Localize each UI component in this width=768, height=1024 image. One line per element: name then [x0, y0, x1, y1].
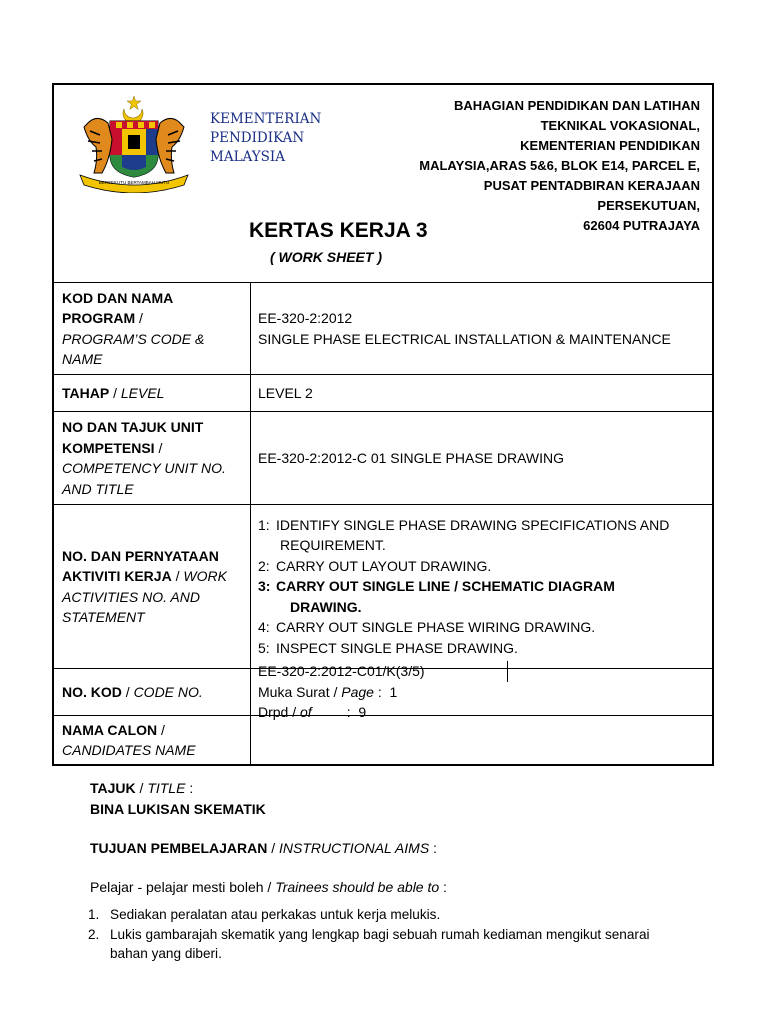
crest-ribbon-text: BERSEKUTU BERTAMBAH MUTU [98, 180, 170, 185]
activities-list [251, 505, 712, 668]
label-text: CODE NO. [133, 683, 203, 700]
label-text: NAMA CALON [62, 721, 158, 738]
document-header [54, 85, 712, 283]
malaysia-coat-of-arms-icon [70, 95, 198, 193]
activity-item [258, 638, 705, 659]
ministry-line: MALAYSIA [210, 149, 285, 165]
label-text: AKTIVITI KERJA [62, 568, 172, 584]
ministry-address [419, 96, 700, 236]
address-line: MALAYSIA,ARAS 5&6, BLOK E14, PARCEL E, [419, 158, 700, 173]
label-text: NO. DAN PERNYATAAN [62, 547, 219, 564]
unit-value [251, 412, 712, 504]
page-total: Drpd / of : 9 [258, 704, 367, 721]
label-sep: / [121, 683, 134, 700]
code-value: EE-320-2:2012-C01/K(3/5) [251, 661, 508, 682]
address-line: TEKNIKAL VOKASIONAL, [540, 118, 700, 133]
activity-text: CARRY OUT SINGLE LINE / SCHEMATIC DIAGRAM [276, 578, 615, 595]
label-text: PROGRAM’S CODE & [62, 330, 205, 347]
document-subtitle: ( WORK SHEET ) [270, 249, 382, 265]
activity-number: 5: [258, 639, 270, 656]
activity-item [258, 617, 705, 638]
activity-text: INSPECT SINGLE PHASE DRAWING. [276, 639, 518, 656]
activity-item [258, 515, 705, 556]
aims-heading: TUJUAN PEMBELAJARAN / INSTRUCTIONAL AIMS : [90, 840, 437, 856]
label-text: NAME [62, 351, 103, 367]
list-item: 1. Sediakan peralatan atau perkakas untuk kerja melukis. [88, 907, 441, 922]
ministry-name [210, 110, 321, 167]
label-text: CANDIDATES NAME [62, 742, 196, 758]
label-sep: / [135, 310, 143, 326]
label-text: PROGRAM [62, 310, 136, 326]
level-label [54, 375, 251, 411]
address-line: BAHAGIAN PENDIDIKAN DAN LATIHAN [453, 98, 700, 113]
address-line: PUSAT PENTADBIRAN KERAJAAN [483, 178, 700, 193]
program-name: SINGLE PHASE ELECTRICAL INSTALLATION & MAINTENANCE [258, 330, 671, 347]
activity-text: CARRY OUT SINGLE PHASE WIRING DRAWING. [276, 619, 596, 636]
activity-text: IDENTIFY SINGLE PHASE DRAWING SPECIFICATIONS AND [276, 516, 670, 533]
address-line: PERSEKUTUAN, [597, 198, 700, 213]
ministry-line: KEMENTERIAN [210, 111, 322, 127]
label-sep: / [171, 568, 184, 584]
program-value [251, 283, 712, 374]
code-row [54, 663, 712, 721]
label-text: LEVEL [120, 384, 165, 401]
unit-row [54, 412, 712, 505]
label-text: COMPETENCY UNIT NO. [62, 460, 226, 476]
level-row [54, 375, 712, 412]
unit-label [54, 412, 251, 504]
aims-intro: Pelajar - pelajar mesti boleh / Trainees should be able to : [90, 878, 447, 895]
label-text: WORK [183, 568, 227, 584]
label-text: NO. KOD [62, 683, 122, 700]
program-row [54, 283, 712, 375]
label-text: TAHAP [62, 384, 110, 401]
candidate-label [54, 716, 251, 764]
activity-item [258, 556, 705, 577]
title-value: BINA LUKISAN SKEMATIK [90, 800, 266, 817]
label-text: STATEMENT [62, 609, 145, 625]
worksheet-frame [52, 83, 714, 766]
program-label [54, 283, 251, 374]
activity-number: 4: [258, 619, 270, 636]
code-label [54, 669, 251, 715]
code-cells [251, 663, 712, 721]
program-code: EE-320-2:2012 [258, 310, 353, 326]
aims-list [90, 905, 710, 964]
activities-label [54, 505, 251, 668]
ministry-line: PENDIDIKAN [210, 130, 305, 146]
candidate-row [54, 716, 712, 764]
list-item: 2. Lukis gambarajah skematik yang lengkap bagi sebuah rumah kediaman mengikut senarai bahan yang diberi. [88, 926, 650, 961]
label-text: KOMPETENSI [62, 439, 155, 456]
document-title: KERTAS KERJA 3 [249, 219, 428, 242]
activity-text: CARRY OUT LAYOUT DRAWING. [276, 557, 492, 574]
worksheet-body [90, 778, 710, 964]
address-line: KEMENTERIAN PENDIDIKAN [520, 138, 700, 153]
address-line: 62604 PUTRAJAYA [583, 218, 700, 233]
label-sep: / [109, 384, 121, 401]
label-text: KOD DAN NAMA [62, 289, 174, 306]
label-text: AND TITLE [62, 480, 134, 497]
activity-text: REQUIREMENT. [280, 537, 386, 554]
activities-row [54, 505, 712, 669]
label-text: NO DAN TAJUK UNIT [62, 419, 204, 435]
activity-text: DRAWING. [290, 598, 362, 615]
activity-number: 3: [258, 578, 271, 595]
title-heading: TAJUK / TITLE : [90, 780, 194, 796]
activity-number: 2: [258, 557, 270, 574]
activity-item-current [258, 576, 705, 617]
unit-title: EE-320-2:2012-C 01 SINGLE PHASE DRAWING [258, 449, 565, 466]
label-text: ACTIVITIES NO. AND [62, 588, 200, 605]
page-number: Muka Surat / Page : 1 [258, 683, 398, 700]
activity-number: 1: [258, 516, 270, 533]
label-sep: / [157, 721, 165, 738]
label-sep: / [154, 439, 163, 456]
candidate-name-field[interactable] [251, 716, 712, 764]
level-value: LEVEL 2 [258, 384, 313, 401]
